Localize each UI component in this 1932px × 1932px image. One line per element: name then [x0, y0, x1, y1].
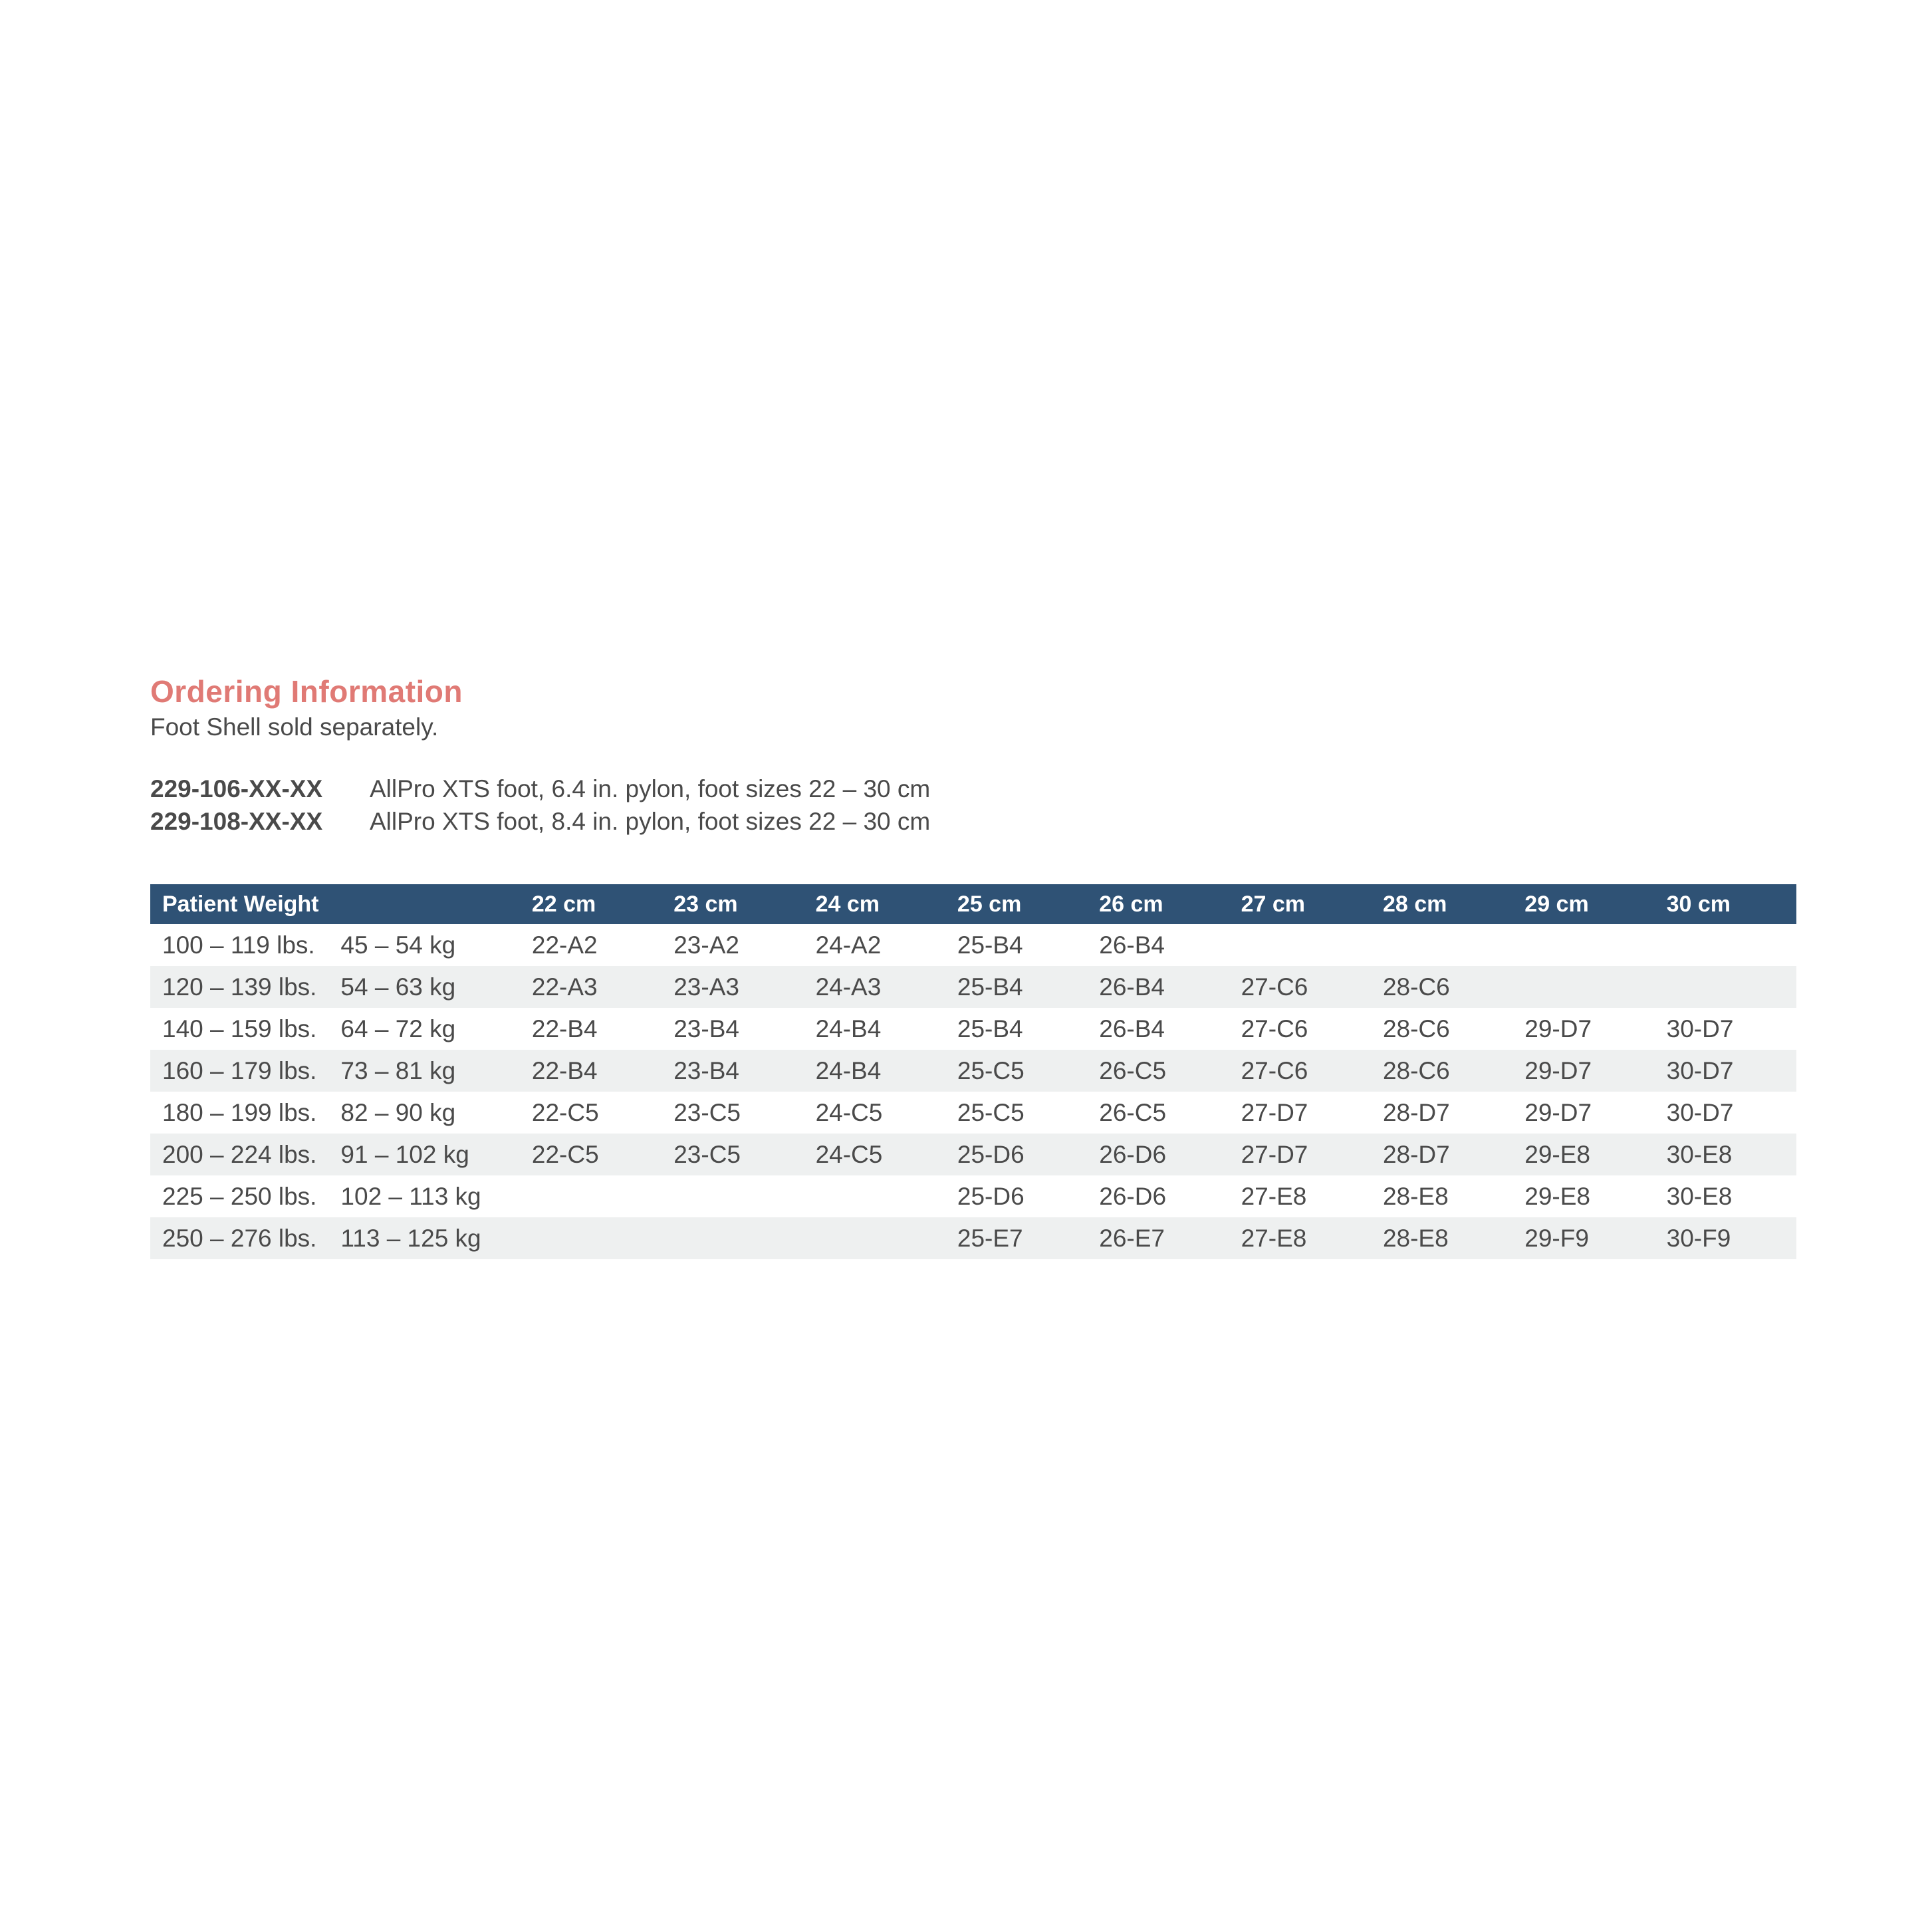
size-code-cell: 24-C5	[804, 1134, 945, 1175]
weight-lbs-cell: 140 – 159 lbs.	[162, 1015, 317, 1042]
size-code-cell: 22-C5	[520, 1134, 662, 1175]
size-code-cell: 22-A2	[531, 931, 598, 959]
size-code-cell: 27-D7	[1229, 1134, 1371, 1175]
part-number: 229-106-XX-XX	[150, 775, 323, 802]
size-code-cell	[1655, 924, 1796, 966]
size-code-cell: 25-C5	[957, 1098, 1025, 1126]
size-code-cell: 23-B4	[673, 1015, 739, 1042]
size-code-cell: 25-B4	[945, 966, 1087, 1008]
size-code-cell: 29-E8	[1512, 1134, 1654, 1175]
size-code-cell: 29-D7	[1524, 1098, 1592, 1126]
size-code-cell: 30-D7	[1655, 1050, 1796, 1092]
weight-lbs-cell: 160 – 179 lbs.	[150, 1050, 328, 1092]
weight-lbs-cell: 120 – 139 lbs.	[150, 966, 328, 1008]
size-code-cell: 27-D7	[1241, 1098, 1308, 1126]
part-description: AllPro XTS foot, 6.4 in. pylon, foot sizes 22 – 30 cm	[370, 775, 931, 802]
size-code-cell: 23-C5	[673, 1098, 741, 1126]
column-header-size: 23 cm	[662, 884, 803, 924]
size-code-cell	[804, 1175, 945, 1217]
size-code-cell: 26-B4	[1099, 931, 1165, 959]
size-code-cell	[1512, 966, 1654, 1008]
size-code-cell: 23-A2	[673, 931, 739, 959]
size-code-cell: 24-B4	[804, 1050, 945, 1092]
weight-lbs-cell: 180 – 199 lbs.	[162, 1098, 317, 1126]
size-code-cell: 29-E8	[1524, 1182, 1591, 1210]
size-code-cell: 25-B4	[957, 931, 1023, 959]
size-code-cell: 27-C6	[1241, 1015, 1308, 1042]
size-code-cell: 28-E8	[1371, 1217, 1512, 1259]
part-row	[150, 773, 1796, 805]
size-code-cell: 24-B4	[815, 1015, 882, 1042]
column-header-size: 22 cm	[520, 884, 662, 924]
table-row	[150, 1217, 1796, 1259]
column-header-size: 27 cm	[1229, 884, 1371, 924]
size-code-cell: 25-B4	[957, 1015, 1023, 1042]
size-code-cell	[1371, 924, 1512, 966]
size-code-cell: 28-C6	[1382, 1015, 1450, 1042]
size-code-cell	[1512, 924, 1654, 966]
section-title: Ordering Information	[150, 674, 463, 709]
size-code-cell: 23-C5	[662, 1134, 803, 1175]
size-code-cell: 27-C6	[1229, 966, 1371, 1008]
size-code-cell: 28-E8	[1382, 1182, 1449, 1210]
size-code-cell: 27-E8	[1241, 1182, 1307, 1210]
weight-kg-cell: 45 – 54 kg	[340, 931, 456, 959]
column-header-size: 29 cm	[1512, 884, 1654, 924]
table-row	[150, 966, 1796, 1008]
table-row	[150, 1050, 1796, 1092]
column-header-size: 30 cm	[1655, 884, 1796, 924]
column-header-size: 26 cm	[1087, 884, 1229, 924]
size-code-cell: 23-B4	[662, 1050, 803, 1092]
size-code-cell: 26-C5	[1099, 1098, 1167, 1126]
size-code-cell	[520, 1217, 662, 1259]
weight-kg-cell: 73 – 81 kg	[328, 1050, 519, 1092]
weight-lbs-cell: 250 – 276 lbs.	[150, 1217, 328, 1259]
size-code-cell: 25-C5	[945, 1050, 1087, 1092]
weight-kg-cell: 54 – 63 kg	[328, 966, 519, 1008]
size-code-cell: 28-D7	[1371, 1134, 1512, 1175]
size-code-cell: 25-E7	[945, 1217, 1087, 1259]
size-code-cell: 30-D7	[1666, 1015, 1734, 1042]
size-code-cell: 22-C5	[531, 1098, 599, 1126]
size-code-cell: 25-D6	[945, 1134, 1087, 1175]
size-code-cell: 30-D7	[1666, 1098, 1734, 1126]
size-code-cell	[662, 1217, 803, 1259]
size-code-cell: 27-C6	[1229, 1050, 1371, 1092]
column-header-size: 24 cm	[804, 884, 945, 924]
table-row	[150, 1175, 1796, 1217]
size-code-cell	[1229, 924, 1371, 966]
size-code-cell	[662, 1175, 803, 1217]
size-code-cell: 30-F9	[1655, 1217, 1796, 1259]
size-code-cell	[1655, 966, 1796, 1008]
weight-lbs-cell: 100 – 119 lbs.	[162, 931, 315, 959]
size-code-cell: 29-D7	[1512, 1050, 1654, 1092]
size-code-cell: 30-E8	[1655, 1134, 1796, 1175]
column-header-patient-weight: Patient Weight	[150, 884, 520, 924]
size-code-cell	[520, 1175, 662, 1217]
size-code-cell: 25-D6	[957, 1182, 1025, 1210]
size-code-cell: 28-C6	[1371, 1050, 1512, 1092]
part-row	[150, 805, 1796, 838]
size-code-cell: 29-F9	[1512, 1217, 1654, 1259]
column-header-size: 25 cm	[945, 884, 1087, 924]
size-code-cell: 24-C5	[815, 1098, 883, 1126]
size-code-cell: 27-E8	[1229, 1217, 1371, 1259]
size-code-cell: 28-C6	[1371, 966, 1512, 1008]
size-code-cell: 29-D7	[1524, 1015, 1592, 1042]
size-code-cell: 24-A3	[804, 966, 945, 1008]
size-code-cell	[804, 1217, 945, 1259]
weight-kg-cell: 82 – 90 kg	[340, 1098, 456, 1126]
column-header-size: 28 cm	[1371, 884, 1512, 924]
size-code-cell: 28-D7	[1382, 1098, 1450, 1126]
sizing-table	[150, 884, 1796, 1259]
part-number: 229-108-XX-XX	[150, 808, 323, 835]
size-code-cell: 23-A3	[662, 966, 803, 1008]
size-code-cell: 22-B4	[520, 1050, 662, 1092]
size-code-cell: 22-B4	[531, 1015, 598, 1042]
size-code-cell: 24-A2	[815, 931, 882, 959]
table-header-row	[150, 884, 1796, 924]
table-row	[150, 924, 1796, 966]
size-code-cell: 26-C5	[1087, 1050, 1229, 1092]
part-description: AllPro XTS foot, 8.4 in. pylon, foot sizes 22 – 30 cm	[370, 808, 931, 835]
size-code-cell: 30-E8	[1666, 1182, 1733, 1210]
size-code-cell: 26-E7	[1087, 1217, 1229, 1259]
size-code-cell: 26-D6	[1087, 1134, 1229, 1175]
weight-kg-cell: 64 – 72 kg	[340, 1015, 456, 1042]
section-subtitle: Foot Shell sold separately.	[150, 713, 439, 741]
size-code-cell: 26-B4	[1099, 1015, 1165, 1042]
weight-lbs-cell: 200 – 224 lbs.	[150, 1134, 328, 1175]
table-body	[150, 924, 1796, 1259]
weight-kg-cell: 91 – 102 kg	[328, 1134, 519, 1175]
weight-lbs-cell: 225 – 250 lbs.	[162, 1182, 317, 1210]
weight-kg-cell: 102 – 113 kg	[340, 1182, 481, 1210]
part-number-list	[150, 773, 1796, 838]
table-row	[150, 1134, 1796, 1175]
table-row	[150, 1008, 1796, 1050]
weight-kg-cell: 113 – 125 kg	[328, 1217, 519, 1259]
size-code-cell: 26-B4	[1087, 966, 1229, 1008]
table-row	[150, 1092, 1796, 1134]
size-code-cell: 26-D6	[1099, 1182, 1167, 1210]
size-code-cell: 22-A3	[520, 966, 662, 1008]
ordering-information-section	[150, 671, 1796, 1259]
